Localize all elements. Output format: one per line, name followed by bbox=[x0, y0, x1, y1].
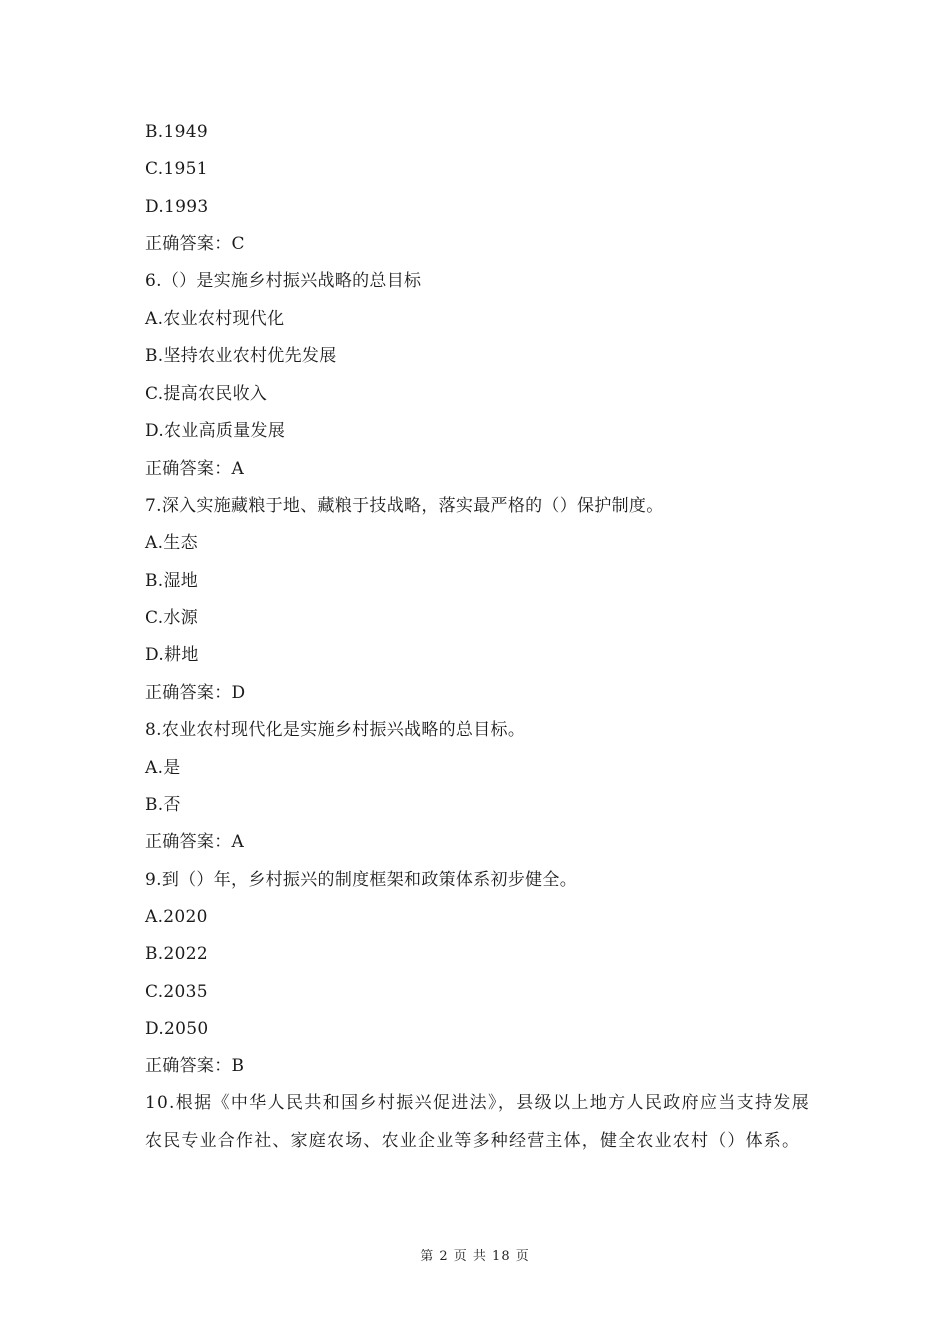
option-a-q9: A.2020 bbox=[145, 907, 208, 927]
answer-q6: 正确答案：A bbox=[145, 459, 245, 479]
option-b-q6: B.坚持农业农村优先发展 bbox=[145, 346, 337, 366]
answer-q8: 正确答案：A bbox=[145, 832, 245, 852]
answer-q9: 正确答案：B bbox=[145, 1056, 245, 1076]
answer-q7: 正确答案：D bbox=[145, 683, 246, 703]
option-b-q8: B.否 bbox=[145, 795, 181, 815]
option-c-q9: C.2035 bbox=[145, 982, 208, 1002]
option-d-q6: D.农业高质量发展 bbox=[145, 421, 286, 441]
option-a-q7: A.生态 bbox=[145, 533, 198, 553]
question-8: 8.农业农村现代化是实施乡村振兴战略的总目标。 bbox=[145, 720, 526, 740]
option-c-q7: C.水源 bbox=[145, 608, 199, 628]
question-10: 10.根据《中华人民共和国乡村振兴促进法》，县级以上地方人民政府应当支持发展农民专业合作社、家庭农场、农业企业等多种经营主体，健全农业农村（）体系。 bbox=[145, 1093, 810, 1151]
option-d-q9: D.2050 bbox=[145, 1019, 209, 1039]
option-a-q8: A.是 bbox=[145, 758, 181, 778]
option-d-q7: D.耕地 bbox=[145, 645, 199, 665]
question-9: 9.到（）年，乡村振兴的制度框架和政策体系初步健全。 bbox=[145, 870, 578, 890]
option-d-q5: D.1993 bbox=[145, 197, 209, 217]
answer-q5: 正确答案：C bbox=[145, 234, 245, 254]
question-7: 7.深入实施藏粮于地、藏粮于技战略，落实最严格的（）保护制度。 bbox=[145, 496, 664, 516]
page-footer: 第 2 页 共 18 页 bbox=[420, 1249, 530, 1264]
option-c-q6: C.提高农民收入 bbox=[145, 384, 268, 404]
option-b-q9: B.2022 bbox=[145, 944, 208, 964]
option-b-q7: B.湿地 bbox=[145, 571, 199, 591]
option-b-q5: B.1949 bbox=[145, 122, 208, 142]
option-c-q5: C.1951 bbox=[145, 159, 208, 179]
question-6: 6.（）是实施乡村振兴战略的总目标 bbox=[145, 271, 422, 291]
option-a-q6: A.农业农村现代化 bbox=[145, 309, 285, 329]
